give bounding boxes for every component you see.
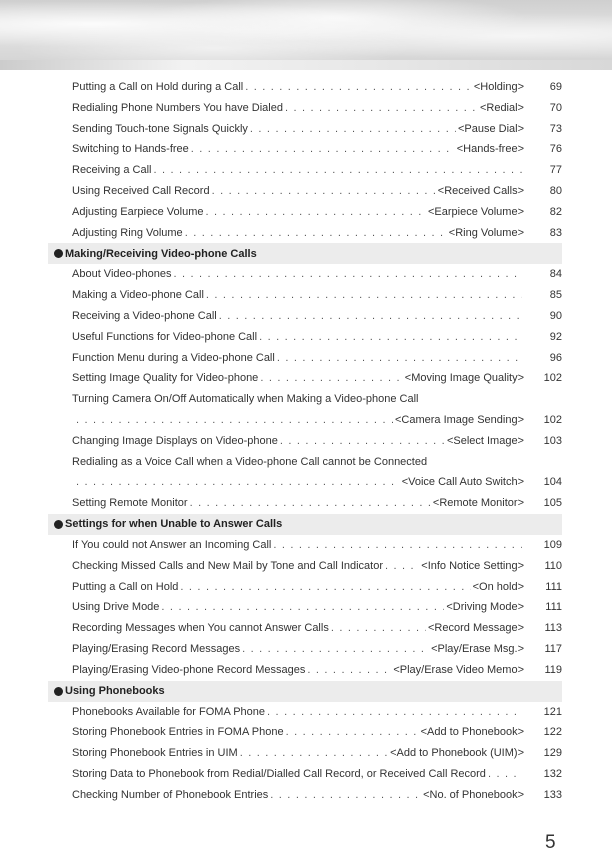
toc-entry-page: 77 xyxy=(549,164,562,177)
leader-dots xyxy=(205,202,426,223)
toc-entry-title: Putting a Call on Hold xyxy=(72,580,179,593)
toc-entry-key: <Holding> xyxy=(473,81,524,93)
toc-entry-title: Adjusting Ring Volume xyxy=(72,226,183,239)
toc-entry-title: Sending Touch-tone Signals Quickly xyxy=(72,122,248,135)
toc-entry-title: Switching to Hands-free xyxy=(72,143,189,156)
toc-entry-key: <Redial> xyxy=(479,101,524,114)
leader-dots xyxy=(270,785,421,806)
toc-entry-continuation[interactable] xyxy=(48,472,562,493)
toc-entry[interactable] xyxy=(48,431,562,452)
toc-entry[interactable] xyxy=(48,181,562,202)
bullet-icon xyxy=(54,520,63,529)
toc-entry-page: 84 xyxy=(549,268,562,281)
toc-entry[interactable] xyxy=(48,389,562,410)
toc-entry-page: 119 xyxy=(544,663,562,676)
toc-entry-page: 83 xyxy=(549,226,562,239)
toc-entry-key: <Earpiece Volume> xyxy=(427,205,524,218)
toc-entry-title: Setting Image Quality for Video-phone xyxy=(72,372,259,385)
toc-entry-key: <Received Calls> xyxy=(437,184,524,197)
toc-entry-title: Checking Missed Calls and New Mail by Tone and Call Indicator xyxy=(72,559,384,572)
section-title: Making/Receiving Video-phone Calls xyxy=(65,247,257,260)
bullet-icon xyxy=(54,687,63,696)
toc-entry[interactable] xyxy=(48,285,562,306)
toc-entry-continuation[interactable] xyxy=(48,410,562,431)
toc-entry[interactable] xyxy=(48,743,562,764)
toc-entry-title: About Video-phones xyxy=(72,268,172,281)
toc-entry-key: <Select Image> xyxy=(446,434,524,447)
toc-entry[interactable] xyxy=(48,785,562,806)
toc-entry[interactable] xyxy=(48,160,562,181)
toc-entry-page: 102 xyxy=(543,413,562,426)
leader-dots xyxy=(240,743,388,764)
leader-dots xyxy=(259,327,522,348)
toc-entry-title: Using Received Call Record xyxy=(72,184,210,197)
toc-entry-page: 102 xyxy=(543,372,562,385)
toc-entry-title: Playing/Erasing Video-phone Record Messages xyxy=(72,663,306,676)
toc-entry[interactable] xyxy=(48,368,562,389)
toc-entry[interactable] xyxy=(48,702,562,723)
toc-entry-page: 109 xyxy=(543,538,562,551)
toc-entry[interactable] xyxy=(48,202,562,223)
section-title: Using Phonebooks xyxy=(65,685,165,698)
leader-dots xyxy=(219,306,522,327)
toc-entry[interactable] xyxy=(48,764,562,785)
toc-entry-key: <Record Message> xyxy=(428,622,524,635)
toc-entry-title: Useful Functions for Video-phone Call xyxy=(72,330,258,343)
toc-entry-title: Redialing Phone Numbers You have Dialed xyxy=(72,101,283,114)
leader-dots xyxy=(280,431,445,452)
toc-entry-page: 105 xyxy=(543,497,562,510)
toc-entry-page: 92 xyxy=(549,330,562,343)
bullet-icon xyxy=(54,249,63,258)
leader-dots xyxy=(285,98,478,119)
toc-entry-title: Storing Phonebook Entries in UIM xyxy=(72,747,238,760)
toc-entry-page: 90 xyxy=(549,309,562,322)
leader-dots xyxy=(286,722,419,743)
toc-entry-page: 122 xyxy=(543,726,562,739)
toc-entry[interactable] xyxy=(48,493,562,514)
toc-entry[interactable] xyxy=(48,264,562,285)
toc-entry[interactable] xyxy=(48,98,562,119)
toc-entry[interactable] xyxy=(48,306,562,327)
toc-entry[interactable] xyxy=(48,139,562,160)
toc-entry-title: Receiving a Video-phone Call xyxy=(72,309,217,322)
toc-entry-key: <On hold> xyxy=(472,580,524,593)
toc-entry[interactable] xyxy=(48,618,562,639)
toc-entry-page: 121 xyxy=(543,705,562,718)
toc-entry-key: <Voice Call Auto Switch> xyxy=(401,476,524,489)
toc-entry-key: <Add to Phonebook (UIM)> xyxy=(390,747,524,760)
section-title: Settings for when Unable to Answer Calls xyxy=(65,518,283,531)
leader-dots xyxy=(191,139,455,160)
toc-entry-title: Setting Remote Monitor xyxy=(72,497,188,510)
section-header xyxy=(48,681,562,702)
toc-entry-key: <No. of Phonebook> xyxy=(423,788,524,801)
leader-dots xyxy=(260,368,402,389)
toc-entry-page: 129 xyxy=(543,747,562,760)
toc-entry-page: 117 xyxy=(544,642,562,655)
leader-dots xyxy=(76,472,400,493)
toc-entry-page: 132 xyxy=(543,767,562,780)
leader-dots xyxy=(488,764,522,785)
toc-entry-page: 96 xyxy=(549,351,562,364)
toc-entry[interactable] xyxy=(48,556,562,577)
toc-entry-title: Adjusting Earpiece Volume xyxy=(72,205,204,218)
leader-dots xyxy=(190,493,431,514)
toc-entry-title: Receiving a Call xyxy=(72,164,152,177)
toc-entry-title: Turning Camera On/Off Automatically when Making a Video-phone Call xyxy=(72,393,419,406)
leader-dots xyxy=(76,410,393,431)
toc-entry-page: 113 xyxy=(544,622,562,635)
toc-entry-page: 82 xyxy=(549,205,562,218)
toc-entry-key: <Play/Erase Video Memo> xyxy=(393,663,524,676)
toc-entry-key: <Pause Dial> xyxy=(457,122,524,135)
toc-entry-title: Storing Data to Phonebook from Redial/Dialled Call Record, or Received Call Record xyxy=(72,767,486,780)
toc-entry[interactable] xyxy=(48,660,562,681)
toc-entry[interactable] xyxy=(48,348,562,369)
toc-entry-key: <Ring Volume> xyxy=(448,226,524,239)
toc-entry-title: Recording Messages when You cannot Answer Calls xyxy=(72,622,329,635)
toc-entry-title: Using Drive Mode xyxy=(72,601,160,614)
toc-entry-key: <Info Notice Setting> xyxy=(421,559,524,572)
toc-entry[interactable] xyxy=(48,223,562,244)
toc-entry-page: 69 xyxy=(549,81,562,93)
toc-entry-page: 104 xyxy=(543,476,562,489)
toc-entry-page: 111 xyxy=(545,601,562,614)
leader-dots xyxy=(153,160,522,181)
leader-dots xyxy=(273,535,522,556)
leader-dots xyxy=(267,702,522,723)
toc-entry-page: 80 xyxy=(549,184,562,197)
toc-entry-title: Playing/Erasing Record Messages xyxy=(72,642,241,655)
toc-entry-page: 70 xyxy=(549,101,562,114)
leader-dots xyxy=(174,264,523,285)
leader-dots xyxy=(180,577,470,598)
toc-entry-title: Storing Phonebook Entries in FOMA Phone xyxy=(72,726,284,739)
leader-dots xyxy=(161,597,444,618)
leader-dots xyxy=(331,618,426,639)
leader-dots xyxy=(212,181,436,202)
toc-entry-page: 103 xyxy=(543,434,562,447)
toc-entry[interactable] xyxy=(48,639,562,660)
leader-dots xyxy=(307,660,391,681)
toc-entry-key: <Driving Mode> xyxy=(446,601,524,614)
toc-entry[interactable] xyxy=(48,535,562,556)
toc-entry-title: Putting a Call on Hold during a Call xyxy=(72,81,244,93)
table-of-contents xyxy=(48,77,562,806)
toc-entry[interactable] xyxy=(48,452,562,473)
header-strip xyxy=(0,60,612,70)
leader-dots xyxy=(277,348,522,369)
toc-entry-page: 85 xyxy=(549,289,562,302)
toc-entry-page: 76 xyxy=(549,143,562,156)
toc-entry-title: Changing Image Displays on Video-phone xyxy=(72,434,278,447)
page-number: 5 xyxy=(545,832,556,853)
toc-entry-page: 73 xyxy=(549,122,562,135)
toc-entry-title: Checking Number of Phonebook Entries xyxy=(72,788,269,801)
toc-entry[interactable] xyxy=(48,597,562,618)
header-banner xyxy=(0,0,612,60)
toc-entry[interactable] xyxy=(48,327,562,348)
leader-dots xyxy=(385,556,419,577)
toc-entry-page: 110 xyxy=(544,559,562,572)
section-header xyxy=(48,514,562,535)
toc-entry-page: 111 xyxy=(545,580,562,593)
toc-entry-page: 133 xyxy=(543,788,562,801)
toc-entry-title: Redialing as a Voice Call when a Video-phone Call cannot be Connected xyxy=(72,455,428,468)
toc-entry[interactable] xyxy=(48,722,562,743)
toc-entry-title: Making a Video-phone Call xyxy=(72,289,204,302)
leader-dots xyxy=(206,285,522,306)
toc-entry-key: <Add to Phonebook> xyxy=(420,726,524,739)
toc-entry-title: If You could not Answer an Incoming Call xyxy=(72,538,272,551)
toc-entry[interactable] xyxy=(48,577,562,598)
leader-dots xyxy=(242,639,429,660)
toc-entry-title: Phonebooks Available for FOMA Phone xyxy=(72,705,266,718)
toc-entry-key: <Camera Image Sending> xyxy=(394,413,524,426)
toc-entry[interactable] xyxy=(48,77,562,98)
toc-entry-key: <Remote Monitor> xyxy=(432,497,524,510)
toc-entry[interactable] xyxy=(48,119,562,140)
leader-dots xyxy=(250,119,456,140)
section-header xyxy=(48,243,562,264)
toc-entry-key: <Hands-free> xyxy=(456,143,524,156)
toc-entry-key: <Moving Image Quality> xyxy=(404,372,524,385)
leader-dots xyxy=(245,77,472,98)
toc-entry-key: <Play/Erase Msg.> xyxy=(431,642,524,655)
leader-dots xyxy=(185,223,447,244)
toc-entry-title: Function Menu during a Video-phone Call xyxy=(72,351,275,364)
